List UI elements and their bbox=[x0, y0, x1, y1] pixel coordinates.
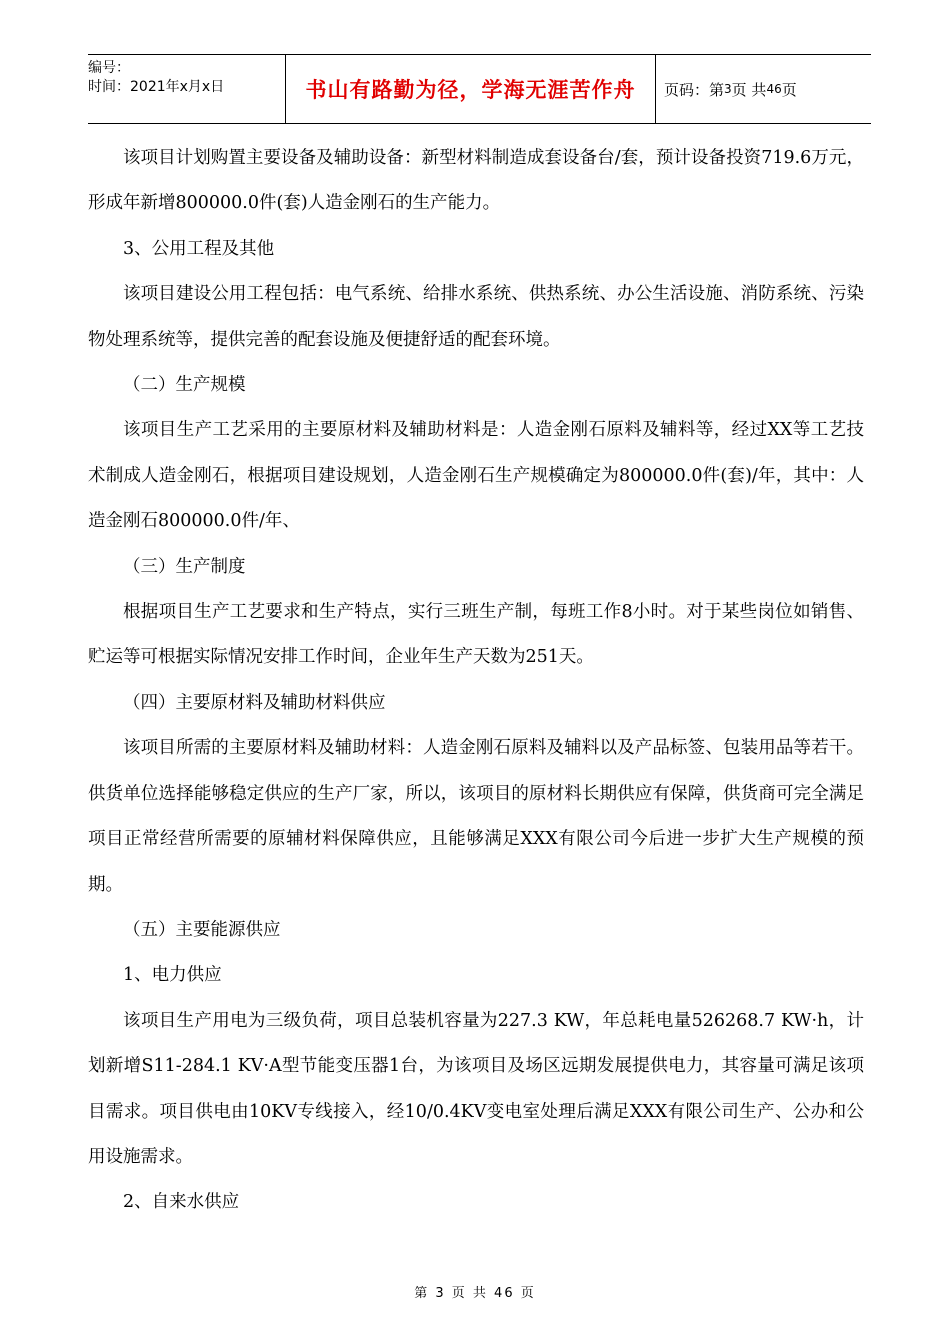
page-end-label: 页 bbox=[781, 80, 797, 99]
heading-energy-supply: （五）主要能源供应 bbox=[123, 919, 281, 940]
paragraph-raw-materials: 该项目所需的主要原材料及辅助材料：人造金刚石原料及辅料以及产品标签、包装用品等若干。供货单位选择能够稳定供应的生产厂家，所以，该项目的原材料长期供应有保障，供货商可完全满足项目正常经营所需要的原辅材料保障供应，且能够满足XXX有限公司今后进一步扩大生产规模的预期。 bbox=[88, 738, 864, 895]
page-header bbox=[88, 54, 871, 124]
paragraph-equipment: 该项目计划购置主要设备及辅助设备：新型材料制造成套设备台/套，预计设备投资719.6万元，形成年新增800000.0件(套)人造金刚石的生产能力。 bbox=[88, 148, 864, 214]
page-number: 3 bbox=[724, 82, 732, 96]
heading-production-system: （三）生产制度 bbox=[123, 556, 246, 577]
heading-raw-materials: （四）主要原材料及辅助材料供应 bbox=[123, 692, 386, 713]
page-mid-label: 页 共 bbox=[731, 80, 767, 99]
paragraph-power-supply: 该项目生产用电为三级负荷，项目总装机容量为227.3 KW，年总耗电量526268.7 KW·h，计划新增S11-284.1 KV·A型节能变压器1台，为该项目及场区远期发展提供电力，其容量可满足该项目需求。项目供电由10KV专线接入，经10/0.4KV变电室处理后满足XXX有限公司生产、公办和公用设施需求。 bbox=[88, 1010, 864, 1167]
header-page-info bbox=[656, 55, 871, 123]
heading-public-works: 3、公用工程及其他 bbox=[123, 238, 275, 259]
paragraph-production-system: 根据项目生产工艺要求和生产特点，实行三班生产制，每班工作8小时。对于某些岗位如销售、贮运等可根据实际情况安排工作时间，企业年生产天数为251天。 bbox=[88, 602, 864, 668]
heading-power-supply: 1、电力供应 bbox=[123, 965, 222, 986]
heading-water-supply: 2、自来水供应 bbox=[123, 1192, 240, 1213]
header-info-cell bbox=[88, 55, 286, 123]
paragraph-production-scale: 该项目生产工艺采用的主要原材料及辅助材料是：人造金刚石原料及辅料等，经过XX等工艺技术制成人造金刚石，根据项目建设规划，人造金刚石生产规模确定为800000.0件(套)/年，其中：人造金刚石800000.0件/年、 bbox=[88, 420, 864, 532]
page-footer: 第 3 页 共 46 页 bbox=[414, 1286, 536, 1301]
page-total: 46 bbox=[766, 82, 782, 96]
page-label: 页码：第 bbox=[664, 80, 725, 99]
header-motto: 书山有路勤为径，学海无涯苦作舟 bbox=[286, 55, 656, 123]
document-body bbox=[88, 136, 864, 1226]
paragraph-public-works: 该项目建设公用工程包括：电气系统、给排水系统、供热系统、办公生活设施、消防系统、污染物处理系统等，提供完善的配套设施及便捷舒适的配套环境。 bbox=[88, 284, 864, 350]
document-number-label: 编号： bbox=[88, 60, 130, 76]
heading-production-scale: （二）生产规模 bbox=[123, 375, 246, 396]
document-date-label: 时间：2021年x月x日 bbox=[88, 79, 225, 95]
